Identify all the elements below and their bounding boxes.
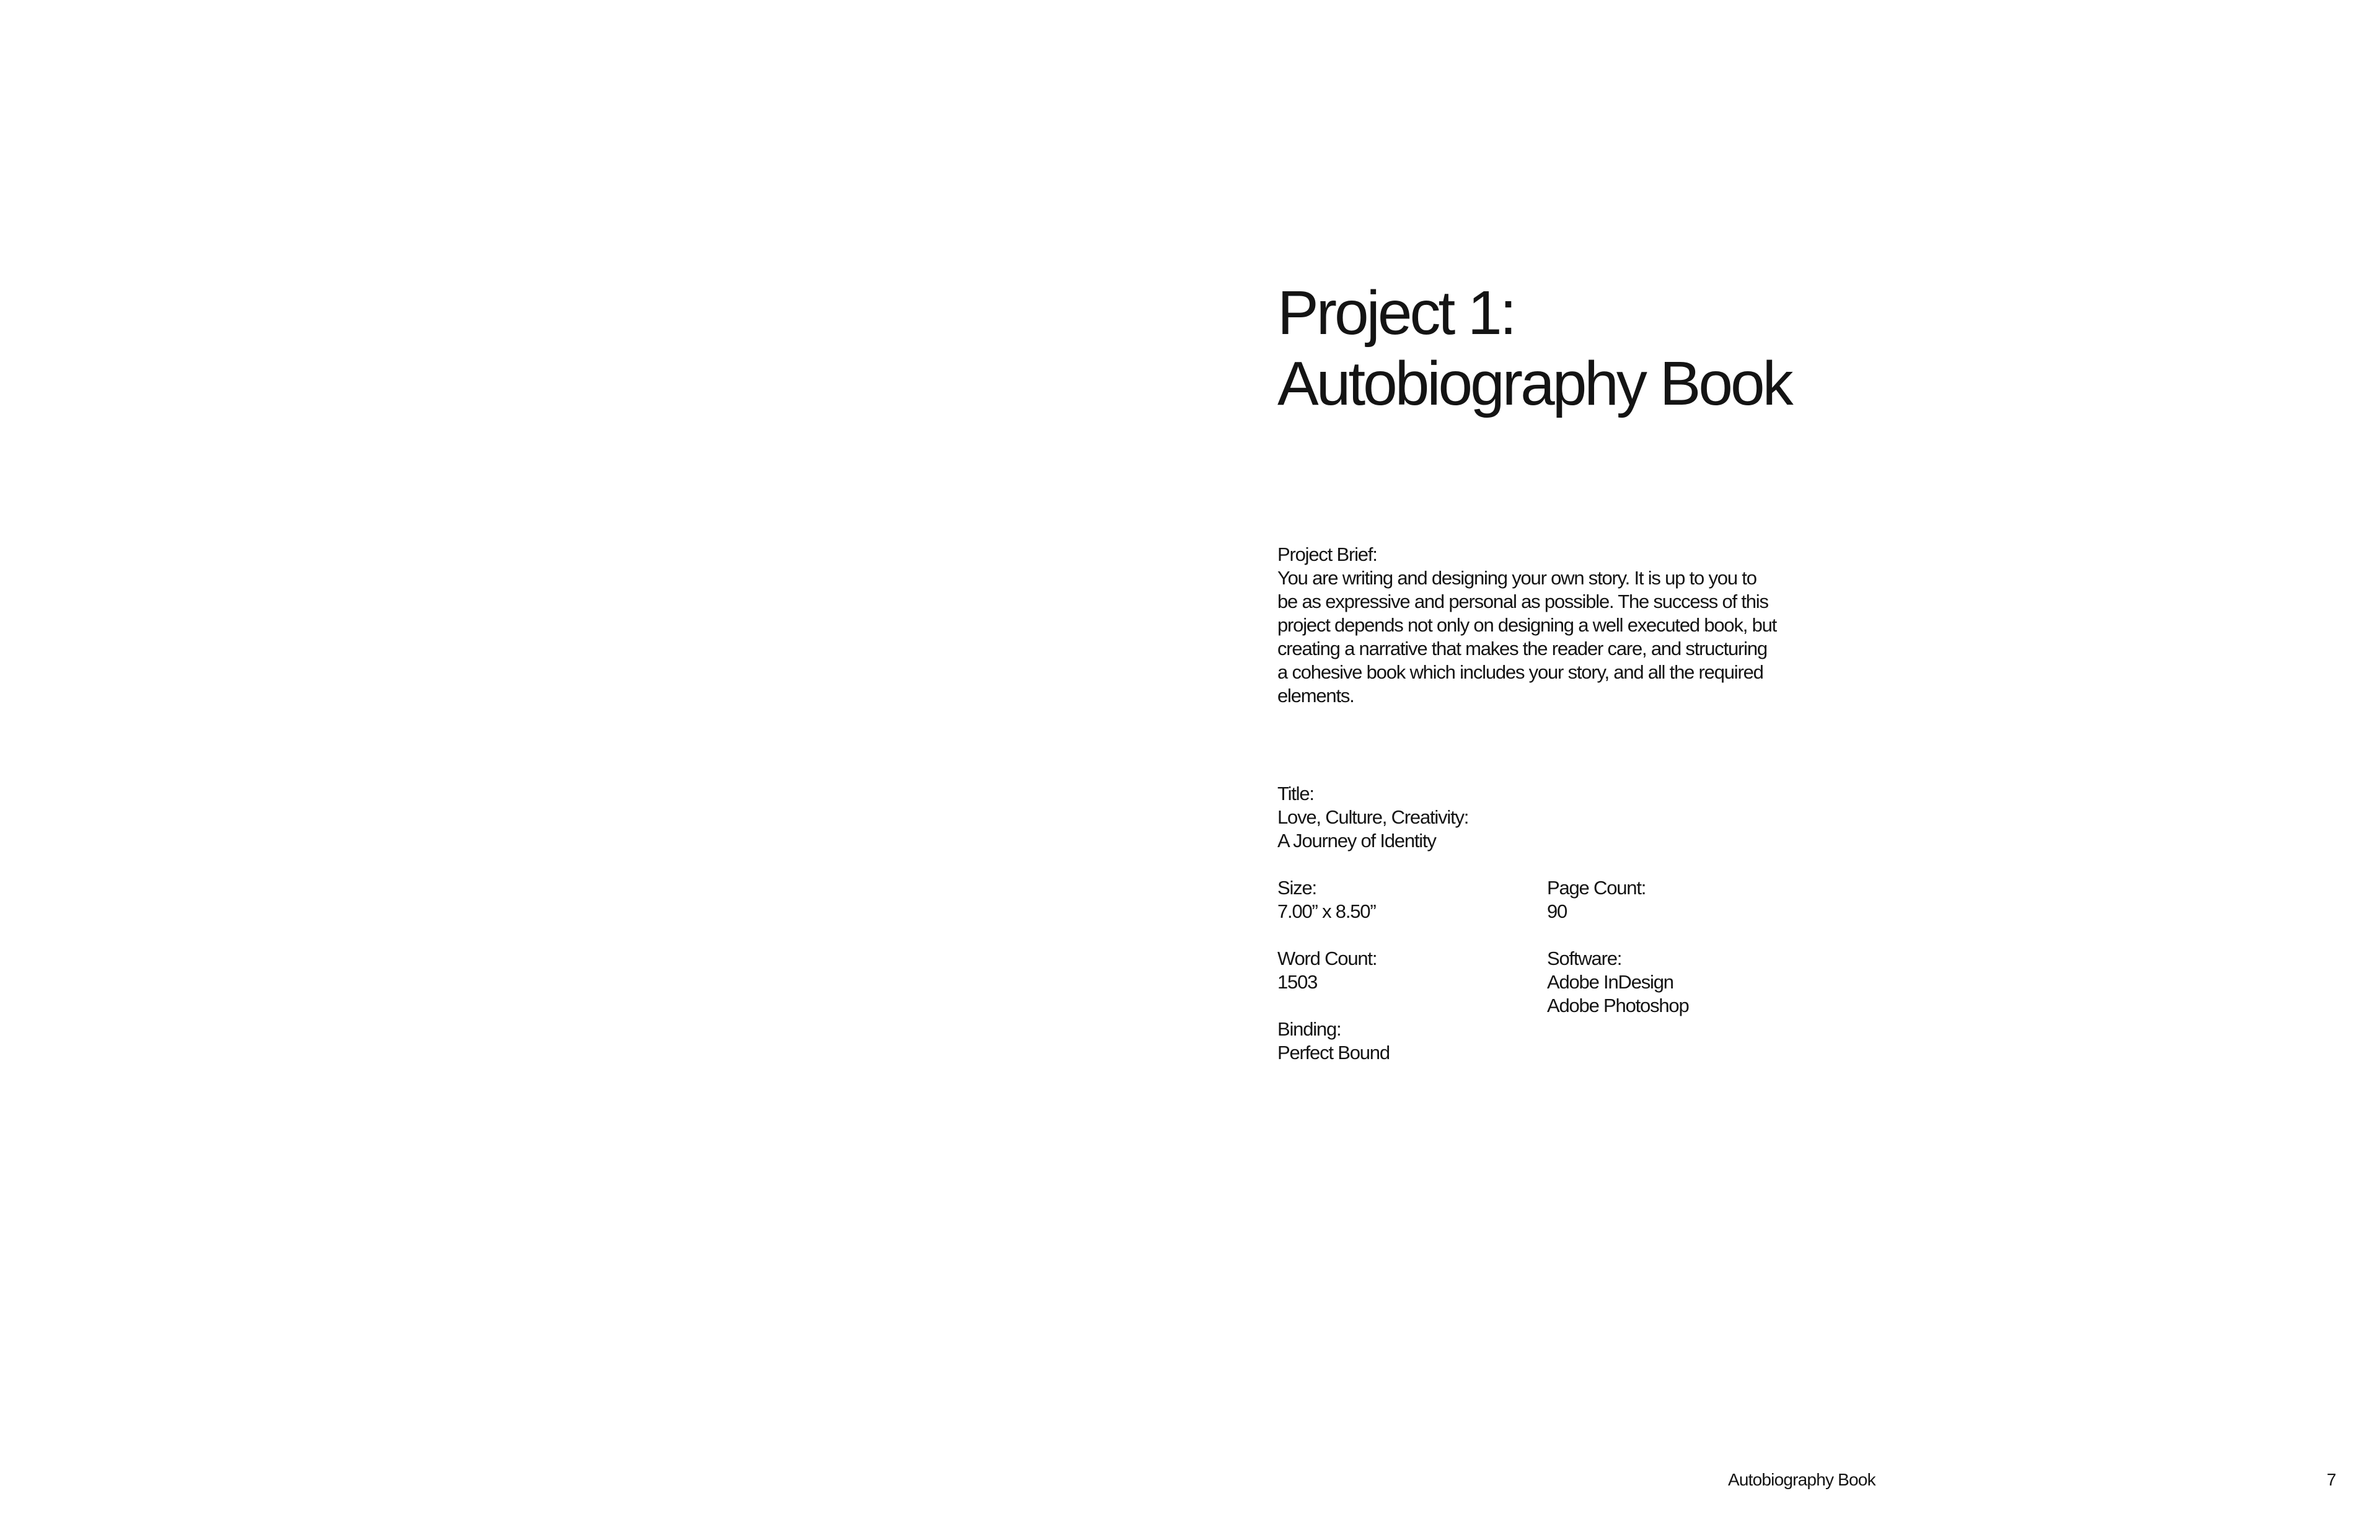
spec-software <box>1547 947 1689 1018</box>
right-page <box>1190 0 2380 1540</box>
spec-label: Size: <box>1277 877 1316 899</box>
brief-label: Project Brief: <box>1277 543 1377 565</box>
brief-line: a cohesive book which includes your story, and all the required <box>1277 661 1763 683</box>
spec-value: Love, Culture, Creativity: <box>1277 806 1469 828</box>
spec-label: Binding: <box>1277 1018 1341 1040</box>
brief-line: be as expressive and personal as possible. The success of this <box>1277 591 1768 612</box>
spec-value: 7.00” x 8.50” <box>1277 900 1376 922</box>
title-line-1: Project 1: <box>1277 278 1515 348</box>
spec-binding <box>1277 1018 1390 1065</box>
brief-line: elements. <box>1277 685 1354 706</box>
page-title <box>1277 278 1791 419</box>
spec-value: Adobe Photoshop <box>1547 995 1689 1016</box>
spec-value: 90 <box>1547 900 1567 922</box>
spec-book-title <box>1277 782 1468 853</box>
spec-value: Perfect Bound <box>1277 1042 1390 1063</box>
spec-label: Page Count: <box>1547 877 1646 899</box>
brief-line: project depends not only on designing a well executed book, but <box>1277 614 1777 636</box>
spec-value: A Journey of Identity <box>1277 830 1436 851</box>
spec-value: 1503 <box>1277 971 1318 993</box>
brief-line: creating a narrative that makes the reader care, and structuring <box>1277 638 1767 659</box>
spec-label: Software: <box>1547 948 1622 969</box>
spec-page-count <box>1547 876 1646 923</box>
spec-label: Word Count: <box>1277 948 1377 969</box>
running-head: Autobiography Book <box>1728 1470 1875 1489</box>
brief-line: You are writing and designing your own story. It is up to you to <box>1277 567 1756 589</box>
page-number: 7 <box>2327 1470 2336 1489</box>
spec-value: Adobe InDesign <box>1547 971 1673 993</box>
spec-size <box>1277 876 1375 923</box>
spec-word-count <box>1277 947 1377 994</box>
project-brief <box>1277 543 1776 708</box>
spec-label: Title: <box>1277 783 1314 804</box>
title-line-2: Autobiography Book <box>1277 349 1791 418</box>
